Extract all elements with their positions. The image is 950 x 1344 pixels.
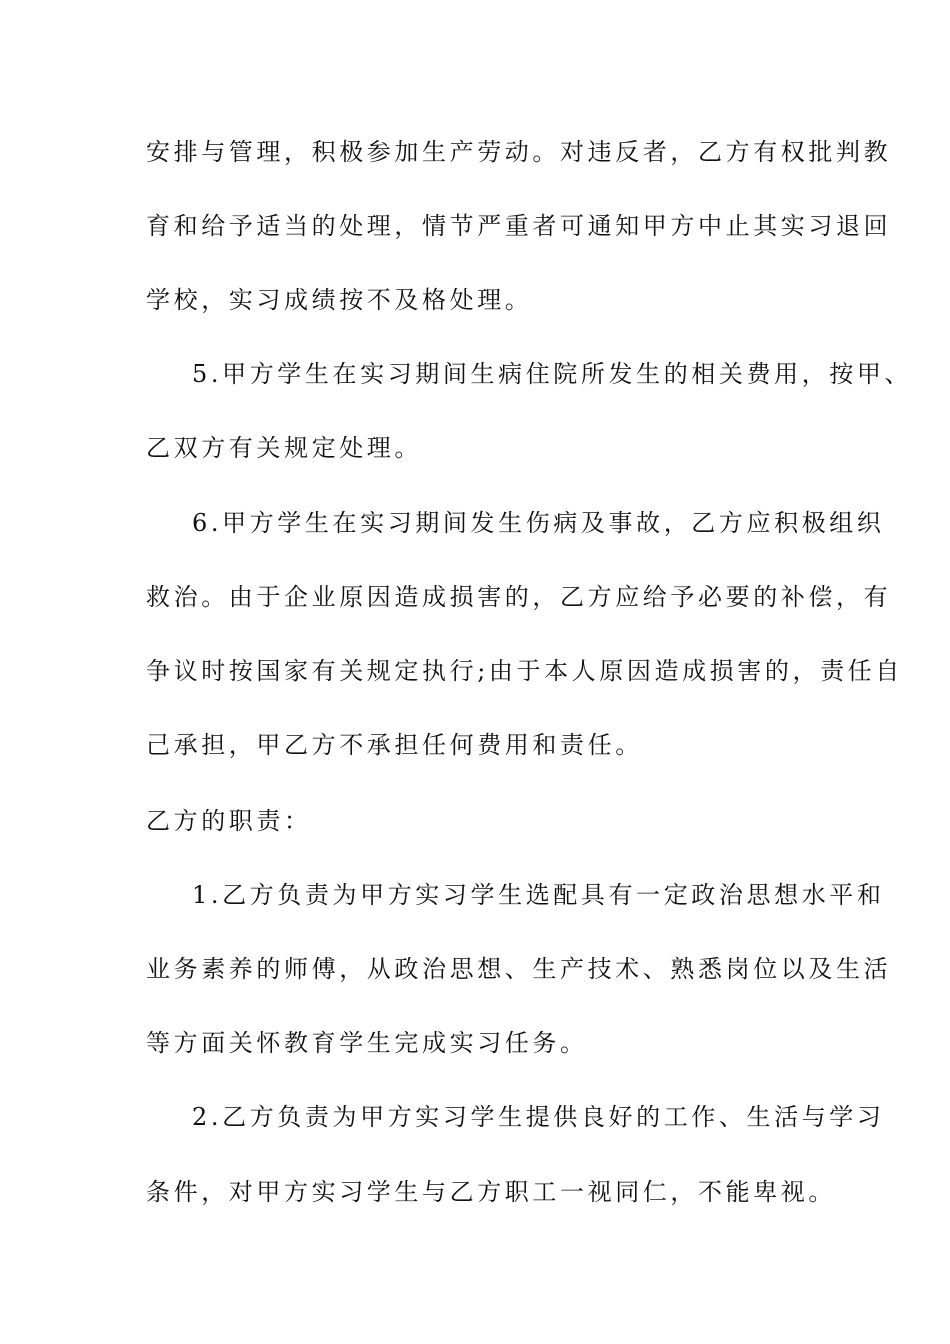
text-line: 6.甲方学生在实习期间发生伤病及事故，乙方应积极组织 [192,509,885,537]
text-line: 救治。由于企业原因造成损害的，乙方应给予必要的补偿，有 [146,583,892,611]
text-line: 争议时按国家有关规定执行;由于本人原因造成损害的，责任自 [146,657,903,685]
text-line: 乙双方有关规定处理。 [146,434,422,462]
text-line: 育和给予适当的处理，情节严重者可通知甲方中止其实习退回 [146,212,892,240]
text-line: 5.甲方学生在实习期间生病住院所发生的相关费用，按甲、 [192,360,913,388]
text-line: 1.乙方负责为甲方实习学生选配具有一定政治思想水平和 [192,881,885,909]
text-line: 等方面关怀教育学生完成实习任务。 [146,1029,588,1057]
text-line: 学校，实习成绩按不及格处理。 [146,286,533,314]
section-heading: 乙方的职责： [146,807,312,835]
text-line: 2.乙方负责为甲方实习学生提供良好的工作、生活与学习 [192,1103,885,1131]
text-line: 业务素养的师傅，从政治思想、生产技术、熟悉岗位以及生活 [146,955,892,983]
text-line: 安排与管理，积极参加生产劳动。对违反者，乙方有权批判教 [146,138,892,166]
text-line: 己承担，甲乙方不承担任何费用和责任。 [146,731,643,759]
text-line: 条件，对甲方实习学生与乙方职工一视同仁，不能卑视。 [146,1178,836,1206]
